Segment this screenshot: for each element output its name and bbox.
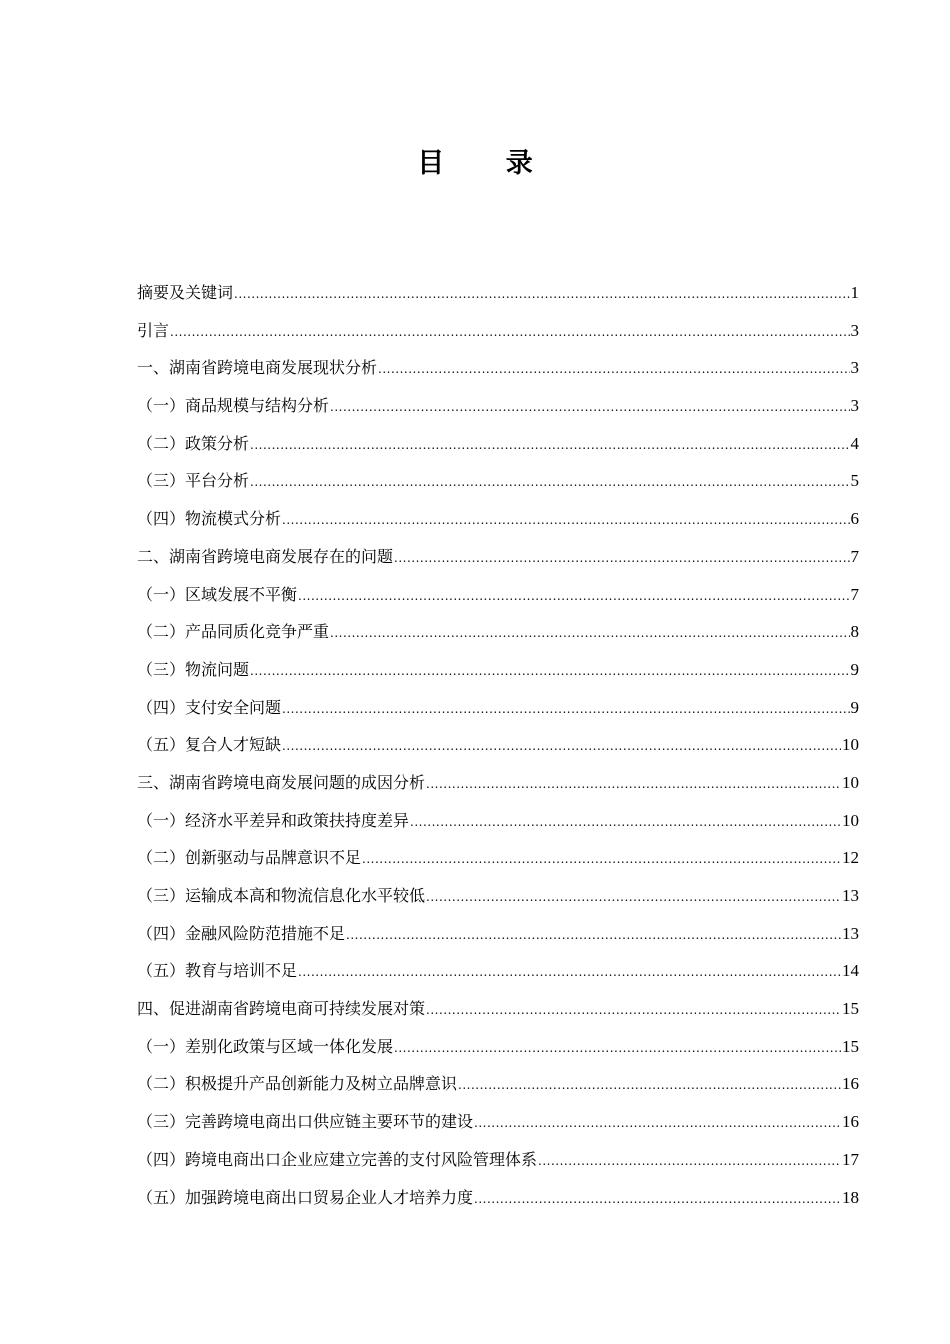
toc-entry[interactable] <box>137 538 859 576</box>
toc-entry[interactable] <box>137 1179 859 1217</box>
toc-entry-title: 四、促进湖南省跨境电商可持续发展对策 <box>137 999 426 1019</box>
dot-leader <box>250 427 849 465</box>
toc-entry-page-number: 16 <box>842 1074 859 1094</box>
dot-leader <box>330 389 849 427</box>
toc-entry[interactable] <box>137 1141 859 1179</box>
toc-entry-title: （四）物流模式分析 <box>137 509 282 529</box>
toc-entry-page-number: 15 <box>842 1036 859 1056</box>
dot-leader <box>394 1030 841 1068</box>
toc-entry-title: 摘要及关键词 <box>137 283 234 302</box>
toc-entry-page-number: 18 <box>842 1187 859 1207</box>
toc-entry[interactable] <box>137 500 859 538</box>
dot-leader <box>330 615 849 653</box>
toc-entry-page-number: 9 <box>850 697 859 717</box>
toc-entry[interactable] <box>137 613 859 651</box>
toc-entry-page-number: 4 <box>850 433 859 453</box>
dot-leader <box>474 1105 841 1143</box>
toc-entry-title: （四）跨境电商出口企业应建立完善的支付风险管理体系 <box>137 1149 538 1169</box>
dot-leader <box>410 804 841 842</box>
toc-entry-title: （一）商品规模与结构分析 <box>137 396 330 416</box>
toc-entry[interactable] <box>137 425 859 463</box>
toc-entry[interactable] <box>137 387 859 425</box>
toc-entry-page-number: 6 <box>850 509 859 529</box>
toc-entry-page-number: 5 <box>850 471 859 491</box>
toc-entry-page-number: 16 <box>842 1112 859 1132</box>
toc-entry[interactable] <box>137 462 859 500</box>
dot-leader <box>394 540 849 578</box>
toc-entry[interactable] <box>137 312 859 350</box>
toc-entry[interactable] <box>137 274 859 312</box>
toc-entry-title: 二、湖南省跨境电商发展存在的问题 <box>137 546 394 566</box>
dot-leader <box>362 841 841 879</box>
toc-entry-title: （一）经济水平差异和政策扶持度差异 <box>137 810 410 830</box>
toc-entry-page-number: 1 <box>850 283 859 302</box>
toc-entry-page-number: 3 <box>850 358 859 378</box>
dot-leader <box>298 578 849 616</box>
toc-entry-page-number: 7 <box>850 584 859 604</box>
toc-entry-title: （四）金融风险防范措施不足 <box>137 923 346 943</box>
toc-entry[interactable] <box>137 1028 859 1066</box>
dot-leader <box>474 1181 841 1219</box>
toc-entry-page-number: 7 <box>850 546 859 566</box>
toc-entry[interactable] <box>137 839 859 877</box>
toc-entry-title: （三）物流问题 <box>137 659 250 679</box>
dot-leader <box>282 728 841 766</box>
toc-entry[interactable] <box>137 1065 859 1103</box>
toc-entry-title: （五）加强跨境电商出口贸易企业人才培养力度 <box>137 1187 474 1207</box>
toc-entry[interactable] <box>137 802 859 840</box>
toc-entry-title: （二）政策分析 <box>137 433 250 453</box>
toc-entry-title: （一）差别化政策与区域一体化发展 <box>137 1036 394 1056</box>
toc-entry-page-number: 13 <box>842 923 859 943</box>
toc-entry[interactable] <box>137 877 859 915</box>
toc-entry-title: （三）平台分析 <box>137 471 250 491</box>
dot-leader <box>170 314 849 352</box>
toc-entry-title: （三）完善跨境电商出口供应链主要环节的建设 <box>137 1112 474 1132</box>
dot-leader <box>458 1067 841 1105</box>
dot-leader <box>426 992 841 1030</box>
toc-entry-title: 引言 <box>137 320 170 340</box>
toc-entry-page-number: 10 <box>842 735 859 755</box>
toc-entry-page-number: 12 <box>842 848 859 868</box>
toc-entry-page-number: 17 <box>842 1149 859 1169</box>
toc-entry-page-number: 8 <box>850 622 859 642</box>
dot-leader <box>426 879 841 917</box>
toc-entry-title: （五）教育与培训不足 <box>137 961 298 981</box>
toc-entry[interactable] <box>137 576 859 614</box>
toc-entry[interactable] <box>137 990 859 1028</box>
toc-entry-title: 三、湖南省跨境电商发展问题的成因分析 <box>137 772 426 792</box>
page-title: 目 录 <box>417 148 559 179</box>
toc-entry[interactable] <box>137 1103 859 1141</box>
dot-leader <box>250 653 849 691</box>
toc-entry-title: （二）积极提升产品创新能力及树立品牌意识 <box>137 1074 458 1094</box>
toc-entry-title: （四）支付安全问题 <box>137 697 282 717</box>
toc-entry[interactable] <box>137 689 859 727</box>
toc-entry-page-number: 15 <box>842 999 859 1019</box>
toc-entry-page-number: 10 <box>842 772 859 792</box>
dot-leader <box>538 1143 841 1181</box>
dot-leader <box>234 276 849 314</box>
dot-leader <box>282 691 849 729</box>
dot-leader <box>378 351 849 389</box>
toc-entry-page-number: 3 <box>850 396 859 416</box>
toc-entry-title: （一）区域发展不平衡 <box>137 584 298 604</box>
dot-leader <box>346 917 841 955</box>
toc-entry-title: 一、湖南省跨境电商发展现状分析 <box>137 358 378 378</box>
toc-entry-title: （三）运输成本高和物流信息化水平较低 <box>137 886 426 905</box>
dot-leader <box>426 766 841 804</box>
table-of-contents <box>137 274 859 1216</box>
toc-entry-title: （二）产品同质化竞争严重 <box>137 622 330 642</box>
dot-leader <box>282 502 849 540</box>
dot-leader <box>250 464 849 502</box>
toc-entry[interactable] <box>137 349 859 387</box>
dot-leader <box>298 954 841 992</box>
toc-entry-page-number: 9 <box>850 659 859 679</box>
toc-entry-title: （五）复合人才短缺 <box>137 735 282 755</box>
toc-entry[interactable] <box>137 764 859 802</box>
toc-entry-page-number: 13 <box>842 886 859 905</box>
toc-entry[interactable] <box>137 651 859 689</box>
toc-entry-title: （二）创新驱动与品牌意识不足 <box>137 848 362 868</box>
toc-entry[interactable] <box>137 952 859 990</box>
toc-entry-page-number: 10 <box>842 810 859 830</box>
toc-entry-page-number: 14 <box>842 961 859 981</box>
toc-entry-page-number: 3 <box>850 320 859 340</box>
toc-entry[interactable] <box>137 726 859 764</box>
toc-entry[interactable] <box>137 915 859 953</box>
